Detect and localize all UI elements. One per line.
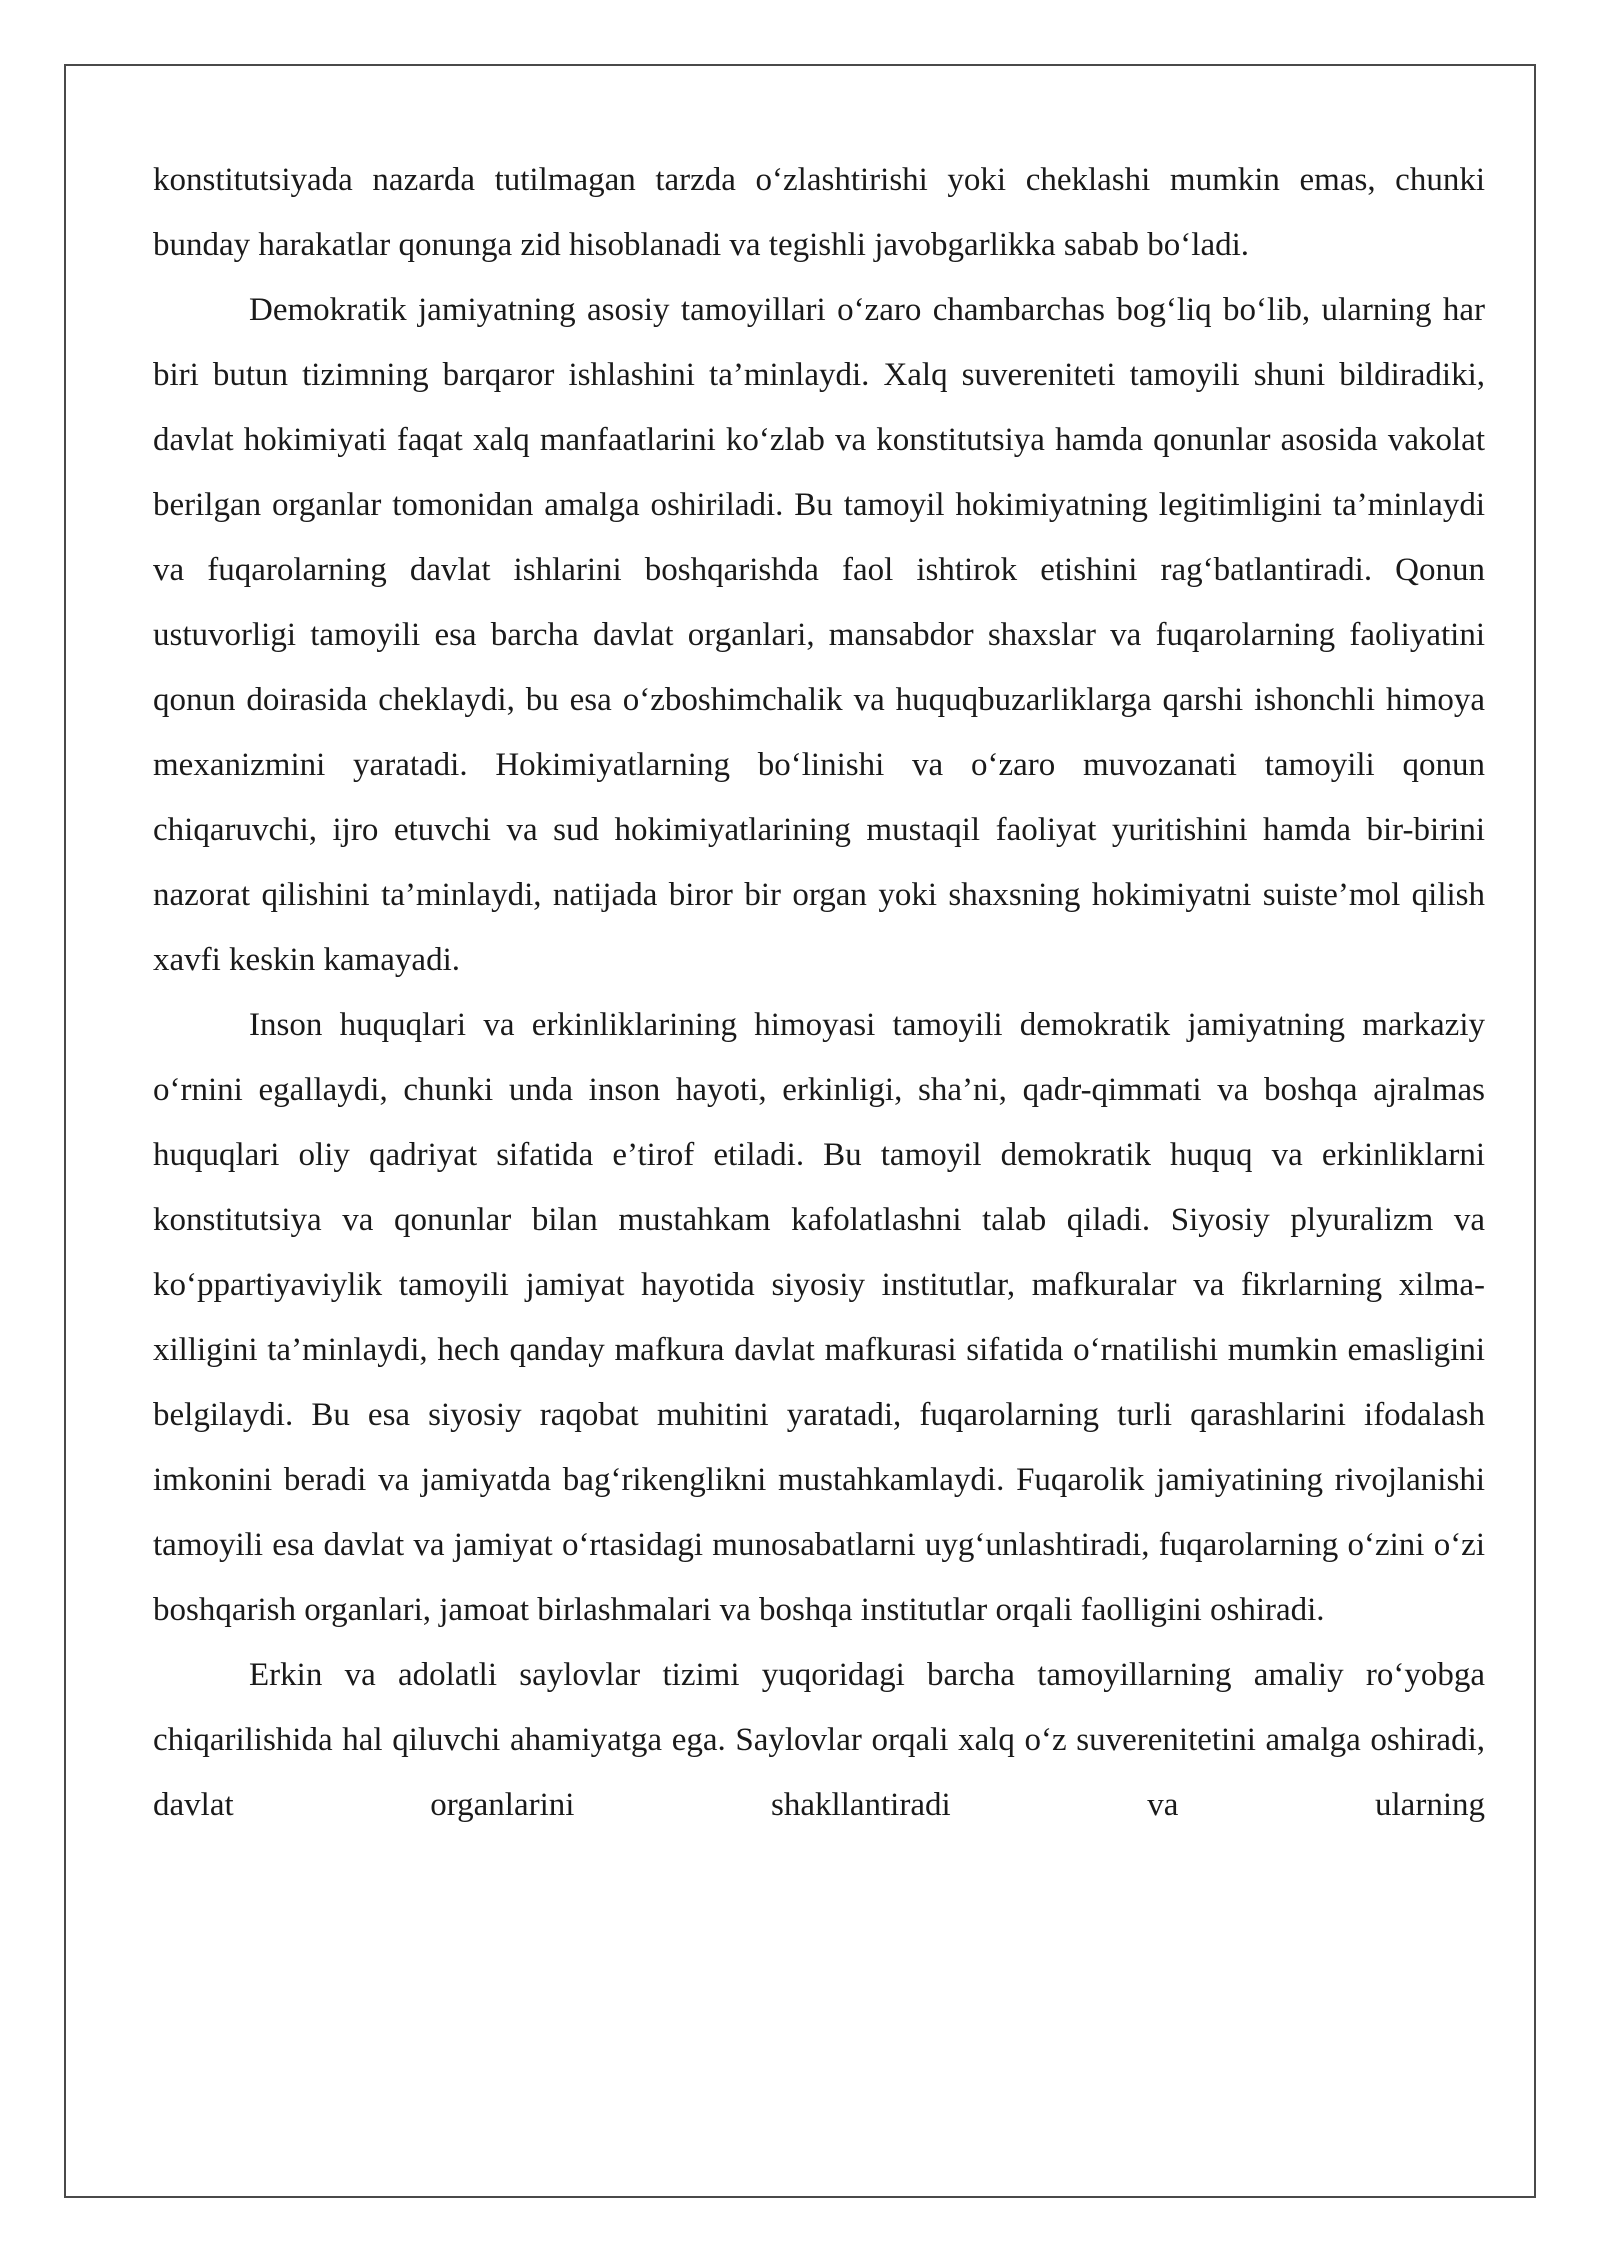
paragraph-continuation: konstitutsiyada nazarda tutilmagan tarzda o‘zlashtirishi yoki cheklashi mumkin emas, chunki bunday harakatlar qonunga zid hisoblanadi va tegishli javobgarlikka sabab bo‘ladi. (153, 162, 1485, 263)
paragraph-elections: Erkin va adolatli saylovlar tizimi yuqoridagi barcha tamoyillarning amaliy ro‘yobga chiqarilishida hal qiluvchi ahamiyatga ega. Saylovlar orqali xalq o‘z suverenitetini amalga oshiradi, davlat organlarini shakllantiradi va ularning (153, 1657, 1485, 1823)
paragraph-principles: Demokratik jamiyatning asosiy tamoyillari o‘zaro chambarchas bog‘liq bo‘lib, ularning har biri butun tizimning barqaror ishlashini ta’minlaydi. Xalq suvereniteti tamoyili shuni bildiradiki, davlat hokimiyati faqat xalq manfaatlarini ko‘zlab va konstitutsiya hamda qonunlar asosida vakolat berilgan organlar tomonidan amalga oshiriladi. Bu tamoyil hokimiyatning legitimligini ta’minlaydi va fuqarolarning davlat ishlarini boshqarishda faol ishtirok etishini rag‘batlantiradi. Qonun ustuvorligi tamoyili esa barcha davlat organlari, mansabdor shaxslar va fuqarolarning faoliyatini qonun doirasida cheklaydi, bu esa o‘zboshimchalik va huquqbuzarliklarga qarshi ishonchli himoya mexanizmini yaratadi. Hokimiyatlarning bo‘linishi va o‘zaro muvozanati tamoyili qonun chiqaruvchi, ijro etuvchi va sud hokimiyatlarining mustaqil faoliyat yuritishini hamda bir-birini nazorat qilishini ta’minlaydi, natijada biror bir organ yoki shaxsning hokimiyatni suiste’mol qilish xavfi keskin kamayadi. (153, 292, 1485, 978)
paragraph-human-rights: Inson huquqlari va erkinliklarining himoyasi tamoyili demokratik jamiyatning markaziy o‘rnini egallaydi, chunki unda inson hayoti, erkinligi, sha’ni, qadr-qimmati va boshqa ajralmas huquqlari oliy qadriyat sifatida e’tirof etiladi. Bu tamoyil demokratik huquq va erkinliklarni konstitutsiya va qonunlar bilan mustahkam kafolatlashni talab qiladi. Siyosiy plyuralizm va ko‘ppartiyaviylik tamoyili jamiyat hayotida siyosiy institutlar, mafkuralar va fikrlarning xilma-xilligini ta’minlaydi, hech qanday mafkura davlat mafkurasi sifatida o‘rnatilishi mumkin emasligini belgilaydi. Bu esa siyosiy raqobat muhitini yaratadi, fuqarolarning turli qarashlarini ifodalash imkonini beradi va jamiyatda bag‘rikenglikni mustahkamlaydi. Fuqarolik jamiyatining rivojlanishi tamoyili esa davlat va jamiyat o‘rtasidagi munosabatlarni uyg‘unlashtiradi, fuqarolarning o‘zini o‘zi boshqarish organlari, jamoat birlashmalari va boshqa institutlar orqali faolligini oshiradi. (153, 1007, 1485, 1628)
document-body (153, 148, 1485, 1838)
